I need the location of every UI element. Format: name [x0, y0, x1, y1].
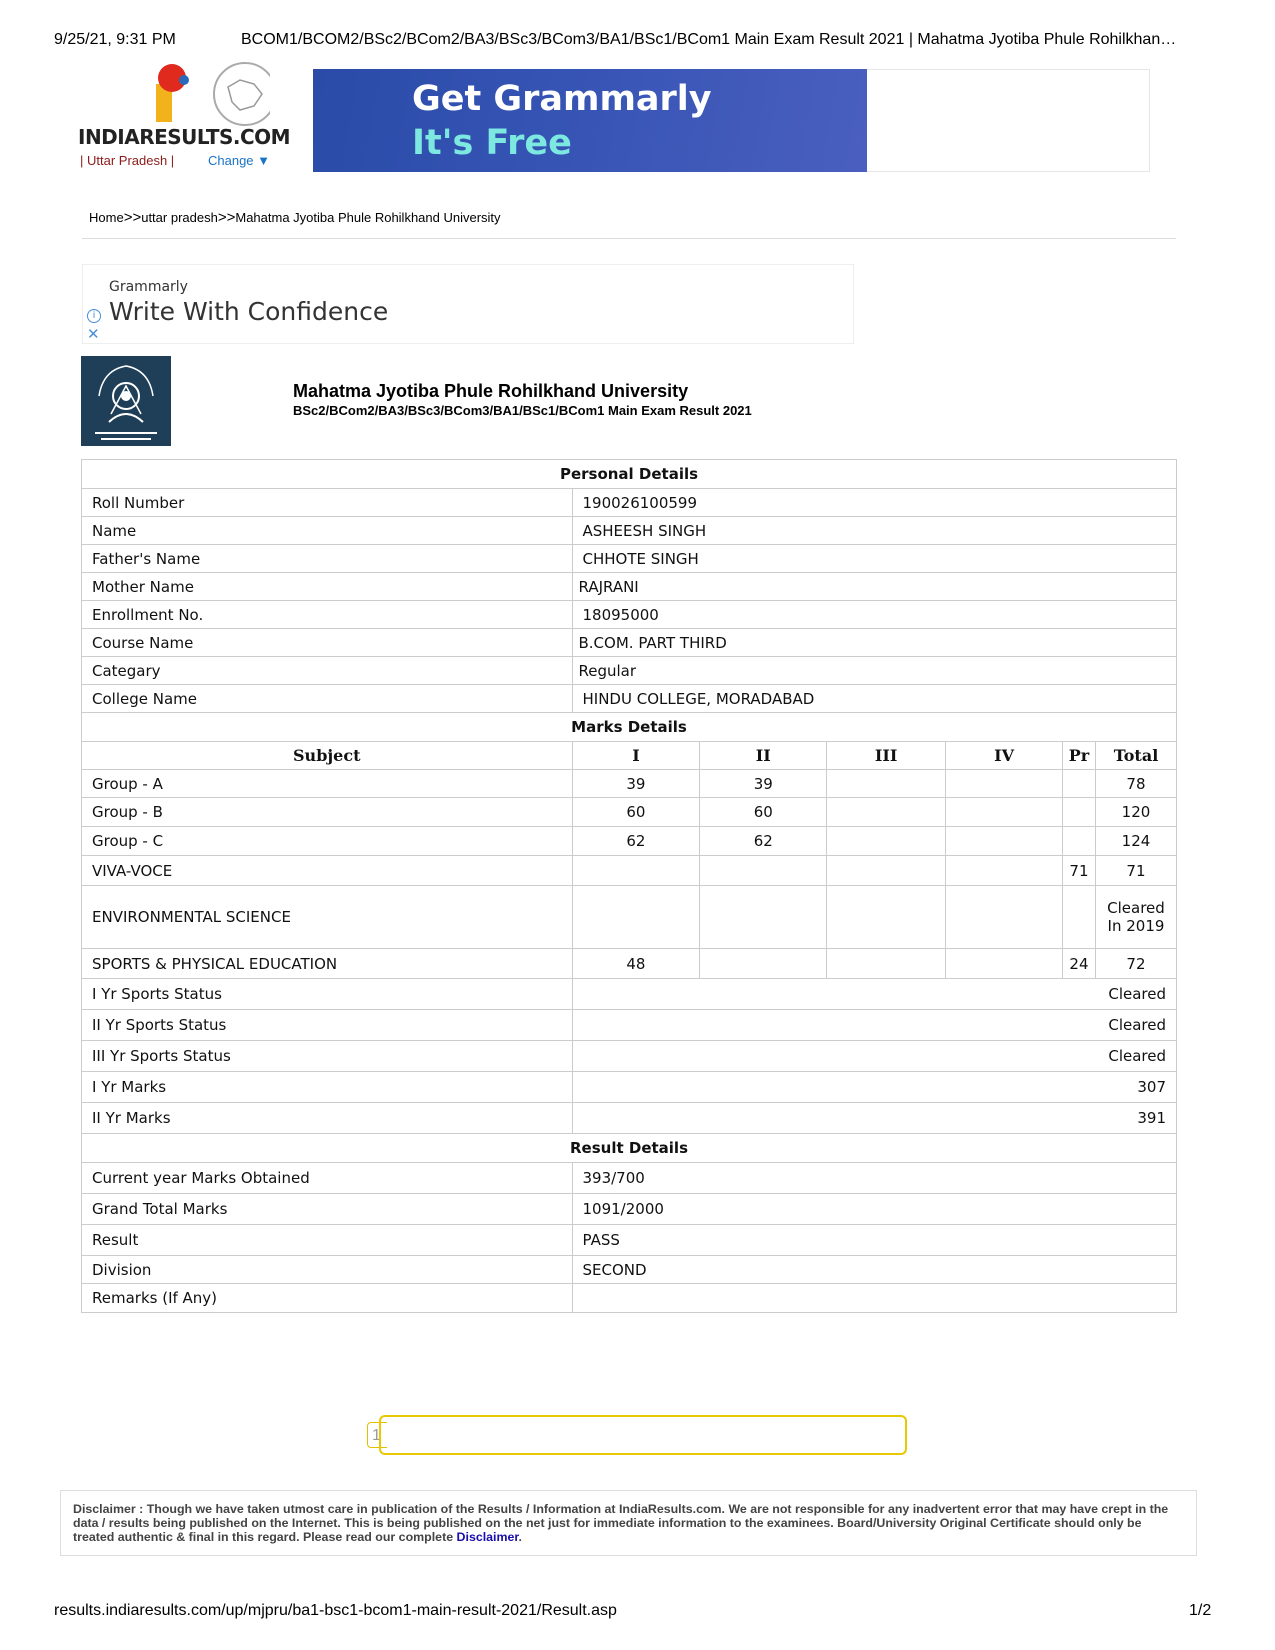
table-row [82, 489, 1177, 517]
disclaimer-link[interactable]: Disclaimer [456, 1530, 519, 1544]
row-value: CHHOTE SINGH [572, 545, 1177, 573]
status-value: Cleared [572, 979, 1177, 1010]
result-label: Division [82, 1256, 573, 1284]
col-header-iii: III [827, 742, 946, 770]
row-label: Enrollment No. [82, 601, 573, 629]
total-cell: 78 [1095, 770, 1176, 798]
state-label: | Uttar Pradesh | [80, 153, 175, 168]
grammarly-banner-ad[interactable] [313, 69, 867, 172]
result-label: Current year Marks Obtained [82, 1163, 573, 1194]
mark-cell: 39 [700, 770, 827, 798]
subject-cell: Group - A [82, 770, 573, 798]
breadcrumb-separator: >> [123, 209, 142, 226]
table-row [82, 1010, 1177, 1041]
table-row [82, 657, 1177, 685]
mark-cell: 24 [1062, 949, 1095, 979]
mark-cell [1062, 886, 1095, 949]
table-row [82, 1284, 1177, 1313]
row-label: Roll Number [82, 489, 573, 517]
row-value: Regular [572, 657, 1177, 685]
text-ad-headline: Write With Confidence [109, 297, 389, 326]
result-label: Grand Total Marks [82, 1194, 573, 1225]
row-value: B.COM. PART THIRD [572, 629, 1177, 657]
mark-cell [827, 770, 946, 798]
table-row [82, 685, 1177, 713]
mark-cell [700, 856, 827, 886]
result-details-heading: Result Details [82, 1134, 1177, 1163]
banner-ad-blank-area [867, 69, 1150, 172]
mark-cell: 60 [572, 798, 700, 827]
result-subtitle: BSc2/BCom2/BA3/BSc3/BCom3/BA1/BSc1/BCom1 Main Exam Result 2021 [293, 403, 752, 418]
mark-cell [946, 949, 1063, 979]
status-value: Cleared [572, 1041, 1177, 1072]
breadcrumb-university: Mahatma Jyotiba Phule Rohilkhand University [235, 210, 501, 225]
banner-ad-line2: It's Free [412, 123, 572, 163]
text-ad-brand: Grammarly [109, 279, 188, 295]
subject-cell: ENVIRONMENTAL SCIENCE [82, 886, 573, 949]
status-value: Cleared [572, 1010, 1177, 1041]
table-row [82, 1194, 1177, 1225]
table-row [82, 1103, 1177, 1134]
mark-cell: 62 [700, 827, 827, 856]
result-value: SECOND [572, 1256, 1177, 1284]
status-label: I Yr Sports Status [82, 979, 573, 1010]
mark-cell [827, 827, 946, 856]
mark-cell [827, 949, 946, 979]
mark-cell [1062, 770, 1095, 798]
mark-cell [1062, 827, 1095, 856]
result-label: Result [82, 1225, 573, 1256]
mark-cell [946, 770, 1063, 798]
pagination-number[interactable]: 1 [367, 1422, 387, 1448]
mark-cell [946, 856, 1063, 886]
status-value: 307 [572, 1072, 1177, 1103]
mark-cell [827, 798, 946, 827]
col-header-pr: Pr [1062, 742, 1095, 770]
result-value [572, 1284, 1177, 1313]
banner-ad-line1: Get Grammarly [412, 79, 712, 119]
table-row [82, 770, 1177, 798]
row-label: Name [82, 517, 573, 545]
total-cell: 72 [1095, 949, 1176, 979]
table-row [82, 1225, 1177, 1256]
col-header-i: I [572, 742, 700, 770]
mark-cell [572, 886, 700, 949]
subject-cell: Group - C [82, 827, 573, 856]
row-label: College Name [82, 685, 573, 713]
mark-cell: 62 [572, 827, 700, 856]
result-value: 393/700 [572, 1163, 1177, 1194]
print-page-number: 1/2 [1189, 1602, 1212, 1619]
status-label: III Yr Sports Status [82, 1041, 573, 1072]
col-header-ii: II [700, 742, 827, 770]
result-label: Remarks (If Any) [82, 1284, 573, 1313]
mark-cell: 48 [572, 949, 700, 979]
row-value: ASHEESH SINGH [572, 517, 1177, 545]
mark-cell [700, 949, 827, 979]
subject-cell: SPORTS & PHYSICAL EDUCATION [82, 949, 573, 979]
marks-details-heading: Marks Details [82, 713, 1177, 742]
mark-cell [827, 886, 946, 949]
row-value: RAJRANI [572, 573, 1177, 601]
mark-cell [946, 886, 1063, 949]
status-label: I Yr Marks [82, 1072, 573, 1103]
logo-graphic-icon [150, 62, 270, 132]
divider [82, 238, 1176, 239]
row-label: Course Name [82, 629, 573, 657]
total-cell: 124 [1095, 827, 1176, 856]
row-value: 18095000 [572, 601, 1177, 629]
marks-header-row [82, 742, 1177, 770]
ad-close-icon[interactable]: ✕ [87, 325, 100, 343]
row-label: Father's Name [82, 545, 573, 573]
table-row [82, 1072, 1177, 1103]
breadcrumb-separator: >> [217, 209, 236, 226]
mark-cell: 60 [700, 798, 827, 827]
col-header-subject: Subject [82, 742, 573, 770]
mark-cell [572, 856, 700, 886]
table-row [82, 856, 1177, 886]
mark-cell [1062, 798, 1095, 827]
row-label: Categary [82, 657, 573, 685]
breadcrumb [89, 209, 501, 226]
university-emblem-icon [81, 356, 171, 446]
table-row [82, 629, 1177, 657]
ad-info-icon[interactable]: i [87, 309, 101, 323]
table-row [82, 573, 1177, 601]
table-row [82, 1163, 1177, 1194]
disclaimer-text: Disclaimer : Though we have taken utmost care in publication of the Results / Information at IndiaResults.com. We are not responsible for any inadvertent error that may have crept in the data / results being published on the Internet. This is being published on the net just for immediate information to the examinees. Board/University Original Certificate should only be treated authentic & final in this regard. Please read our complete [73, 1502, 1169, 1544]
mark-cell [827, 856, 946, 886]
breadcrumb-home-link[interactable]: Home [89, 210, 124, 225]
col-header-iv: IV [946, 742, 1063, 770]
result-value: PASS [572, 1225, 1177, 1256]
mark-cell [700, 886, 827, 949]
total-cell: Cleared In 2019 [1095, 886, 1176, 949]
table-row [82, 1041, 1177, 1072]
table-row [82, 886, 1177, 949]
result-value: 1091/2000 [572, 1194, 1177, 1225]
total-cell: 120 [1095, 798, 1176, 827]
grammarly-text-ad[interactable] [82, 264, 854, 344]
result-table [81, 459, 1177, 1313]
table-row [82, 827, 1177, 856]
print-datetime: 9/25/21, 9:31 PM [54, 31, 176, 48]
mark-cell [946, 827, 1063, 856]
university-logo [81, 356, 171, 446]
row-value: 190026100599 [572, 489, 1177, 517]
change-state-link[interactable]: Change ▼ [208, 153, 271, 168]
site-logo[interactable] [78, 62, 291, 174]
table-row [82, 545, 1177, 573]
disclaimer-end: . [518, 1530, 522, 1544]
table-row [82, 601, 1177, 629]
print-url: results.indiaresults.com/up/mjpru/ba1-bsc1-bcom1-main-result-2021/Result.asp [54, 1602, 617, 1619]
mark-cell: 71 [1062, 856, 1095, 886]
print-page-title: BCOM1/BCOM2/BSc2/BCom2/BA3/BSc3/BCom3/BA1/BSc1/BCom1 Main Exam Result 2021 | Mahatma Jyotiba Phule Rohilkhan… [241, 31, 1177, 48]
status-value: 391 [572, 1103, 1177, 1134]
status-label: II Yr Sports Status [82, 1010, 573, 1041]
personal-details-heading: Personal Details [82, 460, 1177, 489]
row-value: HINDU COLLEGE, MORADABAD [572, 685, 1177, 713]
table-row [82, 979, 1177, 1010]
total-cell: 71 [1095, 856, 1176, 886]
table-row [82, 517, 1177, 545]
row-label: Mother Name [82, 573, 573, 601]
status-label: II Yr Marks [82, 1103, 573, 1134]
subject-cell: VIVA-VOCE [82, 856, 573, 886]
university-name: Mahatma Jyotiba Phule Rohilkhand University [293, 381, 689, 401]
table-row [82, 949, 1177, 979]
table-row [82, 798, 1177, 827]
table-row [82, 1256, 1177, 1284]
logo-text: INDIARESULTS.COM [78, 125, 291, 149]
disclaimer-box [60, 1490, 1197, 1556]
mark-cell [946, 798, 1063, 827]
col-header-total: Total [1095, 742, 1176, 770]
mark-cell: 39 [572, 770, 700, 798]
breadcrumb-state-link[interactable]: uttar pradesh [141, 210, 218, 225]
subject-cell: Group - B [82, 798, 573, 827]
pagination-box[interactable] [379, 1415, 907, 1455]
